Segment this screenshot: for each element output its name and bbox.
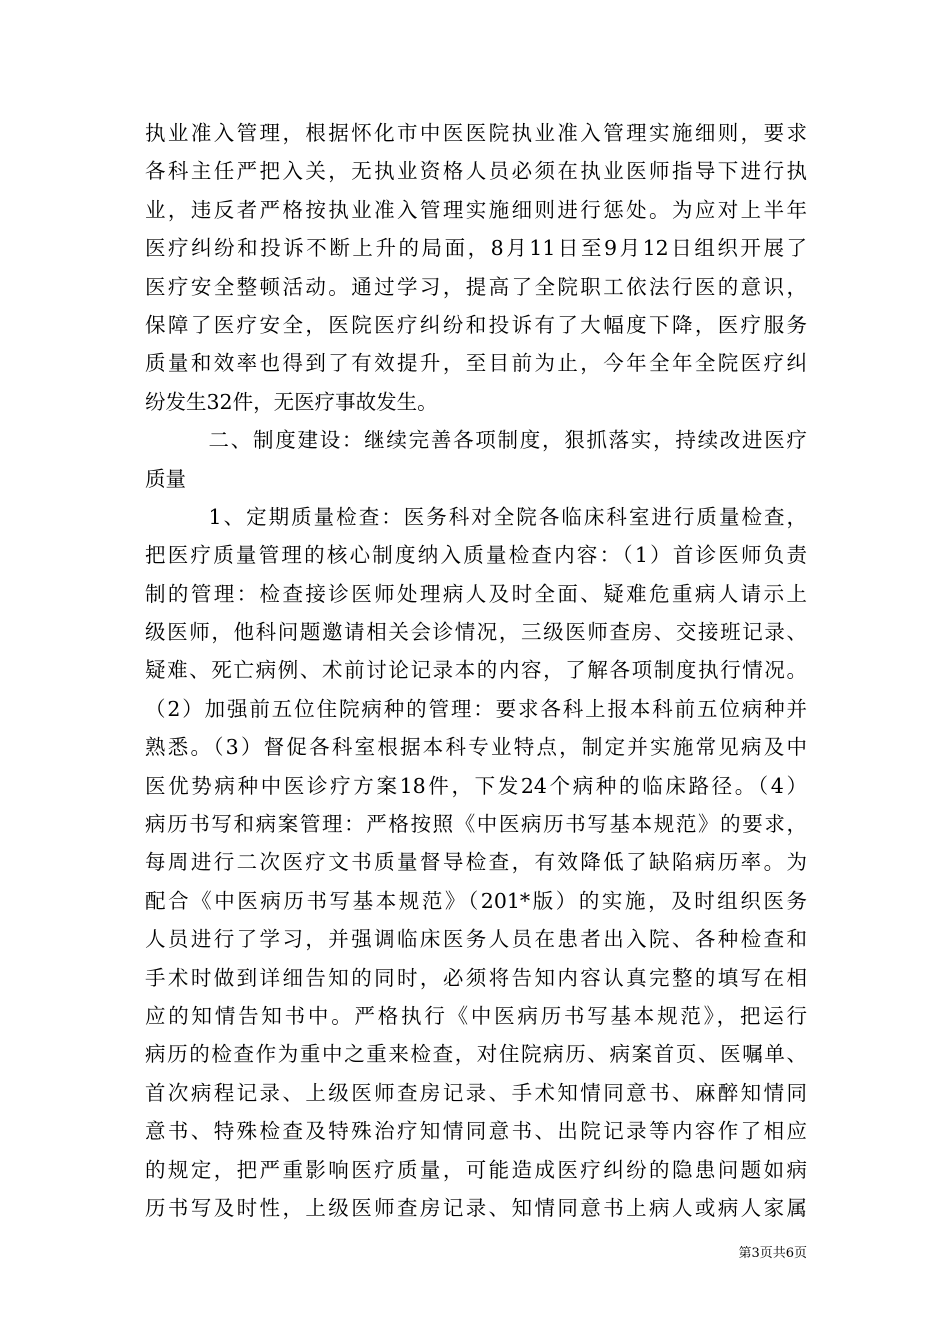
text-line: 病历的检查作为重中之重来检查，对住院病历、病案首页、医嘱单、 — [145, 1042, 807, 1067]
text-line: 各科主任严把入关，无执业资格人员必须在执业医师指导下进行执 — [145, 159, 807, 184]
text-line: 应的知情告知书中。严格执行《中医病历书写基本规范》，把运行 — [145, 1003, 807, 1028]
text-line: 医优势病种中医诊疗方案18件，下发24个病种的临床路径。（4） — [145, 773, 807, 798]
text-line: 首次病程记录、上级医师查房记录、手术知情同意书、麻醉知情同 — [145, 1080, 807, 1105]
page-number: 第3页共6页 — [738, 1246, 807, 1261]
text-line: 医疗纠纷和投诉不断上升的局面，8月11日至9月12日组织开展了 — [145, 236, 807, 261]
text-line: 质量 — [145, 466, 186, 491]
text-line: 历书写及时性，上级医师查房记录、知情同意书上病人或病人家属 — [145, 1195, 807, 1220]
text-line: 意书、特殊检查及特殊治疗知情同意书、出院记录等内容作了相应 — [145, 1119, 807, 1144]
text-line: 级医师，他科问题邀请相关会诊情况，三级医师查房、交接班记录、 — [145, 620, 807, 645]
text-line: 二、制度建设：继续完善各项制度，狠抓落实，持续改进医疗 — [208, 428, 807, 453]
text-line: 业，违反者严格按执业准入管理实施细则进行惩处。为应对上半年 — [145, 197, 807, 222]
text-line: 病历书写和病案管理：严格按照《中医病历书写基本规范》的要求， — [145, 812, 807, 837]
text-line: 纷发生32件，无医疗事故发生。 — [145, 389, 438, 414]
text-line: 人员进行了学习，并强调临床医务人员在患者出入院、各种检查和 — [145, 927, 807, 952]
text-line: 保障了医疗安全，医院医疗纠纷和投诉有了大幅度下降，医疗服务 — [145, 312, 807, 337]
text-line: 1、定期质量检查：医务科对全院各临床科室进行质量检查， — [208, 504, 807, 529]
text-line: 手术时做到详细告知的同时，必须将告知内容认真完整的填写在相 — [145, 965, 807, 990]
text-line: 的规定，把严重影响医疗质量，可能造成医疗纠纷的隐患问题如病 — [145, 1157, 807, 1182]
text-line: 配合《中医病历书写基本规范》（201*版）的实施，及时组织医务 — [145, 888, 807, 913]
text-line: （2）加强前五位住院病种的管理：要求各科上报本科前五位病种并 — [145, 696, 807, 721]
text-line: 质量和效率也得到了有效提升，至目前为止，今年全年全院医疗纠 — [145, 351, 807, 376]
text-line: 制的管理：检查接诊医师处理病人及时全面、疑难危重病人请示上 — [145, 581, 807, 606]
text-line: 执业准入管理，根据怀化市中医医院执业准入管理实施细则，要求 — [145, 121, 807, 145]
text-line: 把医疗质量管理的核心制度纳入质量检查内容：（1）首诊医师负责 — [145, 543, 807, 568]
text-line: 每周进行二次医疗文书质量督导检查，有效降低了缺陷病历率。为 — [145, 850, 807, 875]
text-line: 医疗安全整顿活动。通过学习，提高了全院职工依法行医的意识， — [145, 274, 807, 299]
text-line: 熟悉。（3）督促各科室根据本科专业特点，制定并实施常见病及中 — [145, 735, 807, 760]
text-line: 疑难、死亡病例、术前讨论记录本的内容，了解各项制度执行情况。 — [145, 658, 807, 683]
body-text — [145, 114, 807, 1227]
